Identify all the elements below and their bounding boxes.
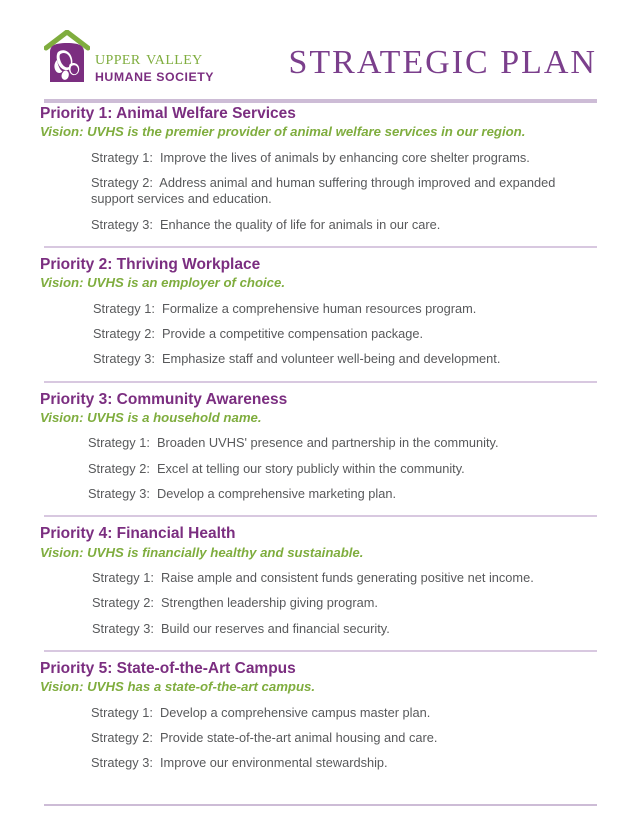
humane-society-house-animals-icon (44, 30, 90, 86)
strategy-list-4 (0, 561, 641, 637)
vision-statement-2: Vision: UVHS is an employer of choice. (40, 275, 286, 291)
vision-statement-4: Vision: UVHS is financially healthy and sustainable. (40, 544, 364, 560)
header-divider (44, 99, 597, 103)
strategy-item (88, 426, 641, 451)
strategy-text: Develop a comprehensive marketing plan. (157, 485, 397, 501)
strategy-item (91, 166, 641, 208)
priority-section-5 (0, 652, 641, 785)
organization-logo (44, 30, 214, 86)
strategy-label: Strategy 3: (93, 351, 162, 367)
strategy-item (93, 292, 641, 317)
strategy-text: Raise ample and consistent funds generating positive net income. (161, 570, 534, 585)
document-header (0, 0, 641, 100)
strategy-label: Strategy 3: (91, 755, 160, 771)
strategy-list-3 (0, 426, 641, 502)
strategy-item (92, 586, 641, 611)
strategy-text: Improve the lives of animals by enhancing core shelter programs. (160, 149, 530, 165)
strategy-text: Improve our environmental stewardship. (160, 755, 388, 771)
org-name-primary: upper valley (95, 46, 203, 69)
strategy-label: Strategy 2: (92, 595, 161, 611)
strategy-text: Develop a comprehensive campus master plan. (160, 704, 431, 720)
strategy-item (91, 721, 641, 746)
org-name-secondary: HUMANE SOCIETY (95, 69, 215, 84)
strategy-text: Enhance the quality of life for animals in our care. (160, 216, 441, 232)
strategy-list-5 (0, 696, 641, 772)
priority-heading-3: Priority 3: Community Awareness (40, 390, 288, 408)
strategy-text: Provide state-of-the-art animal housing and care. (160, 729, 438, 745)
strategy-label: Strategy 2: (88, 460, 157, 476)
strategy-label: Strategy 2: (91, 729, 160, 745)
vision-statement-5: Vision: UVHS has a state-of-the-art campus. (40, 679, 316, 695)
strategy-label: Strategy 3: (92, 620, 161, 636)
priority-heading-1: Priority 1: Animal Welfare Services (40, 105, 296, 122)
strategy-label: Strategy 1: (91, 149, 160, 165)
strategy-item (93, 342, 641, 367)
strategy-text: Formalize a comprehensive human resources program. (162, 300, 477, 316)
strategy-text: Excel at telling our story publicly within the community. (157, 460, 465, 476)
strategy-text: Emphasize staff and volunteer well-being and development. (162, 351, 501, 367)
strategy-list-1 (0, 141, 641, 233)
strategy-item (93, 317, 641, 342)
strategy-text: Address animal and human suffering through improved and expanded support services and education. (91, 175, 556, 207)
priority-section-1 (0, 104, 641, 246)
strategy-item (91, 208, 641, 233)
organization-wordmark (95, 48, 214, 83)
priority-section-4 (0, 517, 641, 650)
strategy-item (91, 141, 641, 166)
priority-heading-5: Priority 5: State-of-the-Art Campus (40, 659, 296, 677)
strategy-label: Strategy 2: (93, 326, 162, 341)
strategy-label: Strategy 1: (91, 704, 160, 720)
strategy-label: Strategy 2: (91, 175, 160, 191)
strategy-label: Strategy 1: (88, 435, 157, 451)
strategy-text: Build our reserves and financial security. (161, 620, 390, 636)
strategy-label: Strategy 1: (92, 570, 161, 585)
priority-heading-4: Priority 4: Financial Health (40, 525, 236, 543)
strategy-list-2 (0, 292, 641, 368)
strategy-text: Provide a competitive compensation package. (162, 326, 424, 341)
strategy-item (88, 452, 641, 477)
strategy-label: Strategy 3: (91, 216, 160, 232)
priority-section-2 (0, 248, 641, 381)
vision-statement-3: Vision: UVHS is a household name. (40, 409, 262, 425)
strategy-text: Broaden UVHS' presence and partnership in the community. (157, 435, 499, 451)
priorities-list (0, 104, 641, 784)
strategy-item (92, 561, 641, 586)
strategy-item (92, 612, 641, 637)
strategy-text: Strengthen leadership giving program. (161, 595, 378, 611)
strategy-item (91, 696, 641, 721)
strategy-item (88, 477, 641, 502)
priority-section-3 (0, 383, 641, 516)
vision-statement-1: Vision: UVHS is the premier provider of animal welfare services in our region. (40, 124, 526, 140)
priority-heading-2: Priority 2: Thriving Workplace (40, 255, 261, 273)
strategy-label: Strategy 1: (93, 300, 162, 316)
strategy-item (91, 746, 641, 771)
page-title: STRATEGIC PLAN (288, 44, 597, 81)
footer-divider (44, 804, 597, 806)
strategy-label: Strategy 3: (88, 485, 157, 501)
